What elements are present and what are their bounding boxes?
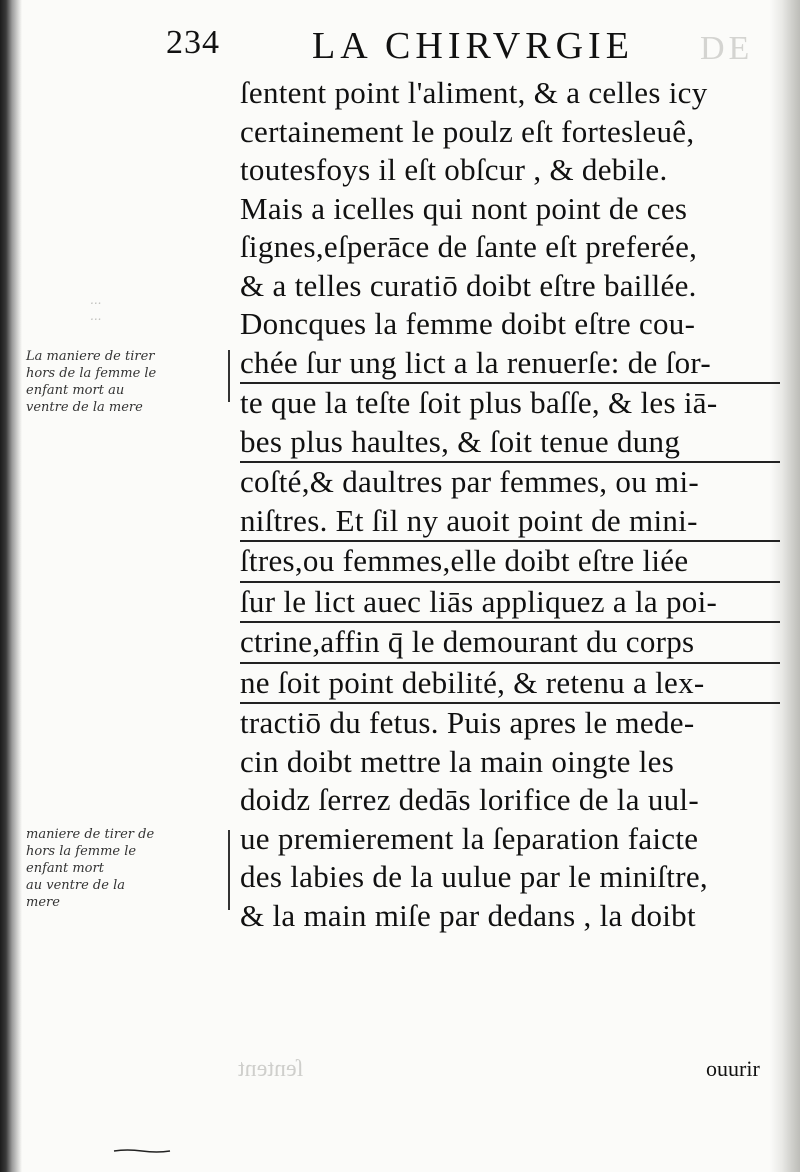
marginal-note-line: enfant mort: [26, 861, 104, 876]
text-line-underlined: bes plus haultes, & ſoit tenue dung: [240, 423, 780, 464]
faint-marginal-note: [90, 292, 240, 324]
text-line: te que la teſte ſoit plus baſſe, & les iā-: [240, 385, 718, 420]
marginal-note-2: [26, 826, 238, 911]
text-line-underlined: niſtres. Et ſil ny auoit point de mini-: [240, 502, 780, 543]
text-line-underlined: chée ſur ung lict a la renuerſe: de ſor-: [240, 344, 780, 385]
text-line: coſté,& daultres par femmes, ou mi-: [240, 464, 700, 499]
bleed-through-footer: ſentent: [238, 1056, 304, 1082]
binding-gutter: [0, 0, 22, 1172]
page-number: 234: [166, 24, 220, 61]
marginal-note-1: [26, 348, 238, 416]
marginal-note-line: maniere de tirer de: [26, 827, 155, 842]
marginal-bracket: [228, 830, 230, 910]
text-line-underlined: ſur le lict auec liās appliquez a la poi-: [240, 583, 780, 624]
text-line: & a telles curatiō doibt eſtre baillée.: [240, 267, 697, 303]
faint-note-line: ...: [90, 309, 102, 323]
marginal-bracket: [228, 350, 230, 402]
text-line: ſentent point l'aliment, & a celles icy: [240, 75, 708, 110]
ink-scribble: [112, 1148, 172, 1154]
marginal-note-line: hors la femme le: [26, 844, 137, 859]
text-line-underlined: ne ſoit point debilité, & retenu a lex-: [240, 664, 780, 705]
text-line: & la main miſe par dedans , la doibt: [240, 897, 696, 933]
text-line: tractiō du fetus. Puis apres le mede-: [240, 705, 695, 740]
body-text: [240, 74, 780, 935]
marginal-note-line: hors de la femme le: [26, 366, 157, 381]
faint-note-line: ...: [90, 293, 102, 307]
marginal-note-line: au ventre de la: [26, 878, 125, 893]
text-line: Mais a icelles qui nont point de ces: [240, 190, 688, 226]
text-line: cin doibt mettre la main oingte les: [240, 743, 675, 779]
text-line: doidz ſerrez dedās lorifice de la uul-: [240, 782, 699, 817]
text-line-underlined: ſtres,ou femmes,elle doibt eſtre liée: [240, 542, 780, 583]
text-line: Doncques la femme doibt eſtre cou-: [240, 306, 696, 341]
page-header: [166, 18, 726, 70]
running-head: LA CHIRVRGIE: [312, 25, 634, 67]
text-line-underlined: ctrine,affin q̄ le demourant du corps: [240, 623, 780, 664]
text-line: certainement le poulz eſt fortesleuê,: [240, 113, 695, 149]
catchword: ouurir: [706, 1056, 760, 1081]
marginal-note-line: mere: [26, 895, 60, 910]
text-line: des labies de la uulue par le miniſtre,: [240, 859, 708, 894]
marginal-note-line: ventre de la mere: [26, 400, 143, 415]
marginal-note-line: enfant mort au: [26, 383, 125, 398]
marginal-note-line: La maniere de tirer: [26, 349, 155, 364]
text-line: toutesfoys il eſt obſcur , & debile.: [240, 152, 668, 187]
bleed-through-heading: DE: [700, 30, 754, 67]
text-line: ue premierement la ſeparation faicte: [240, 820, 699, 856]
text-line: ſignes,eſperāce de ſante eſt preferée,: [240, 229, 698, 264]
